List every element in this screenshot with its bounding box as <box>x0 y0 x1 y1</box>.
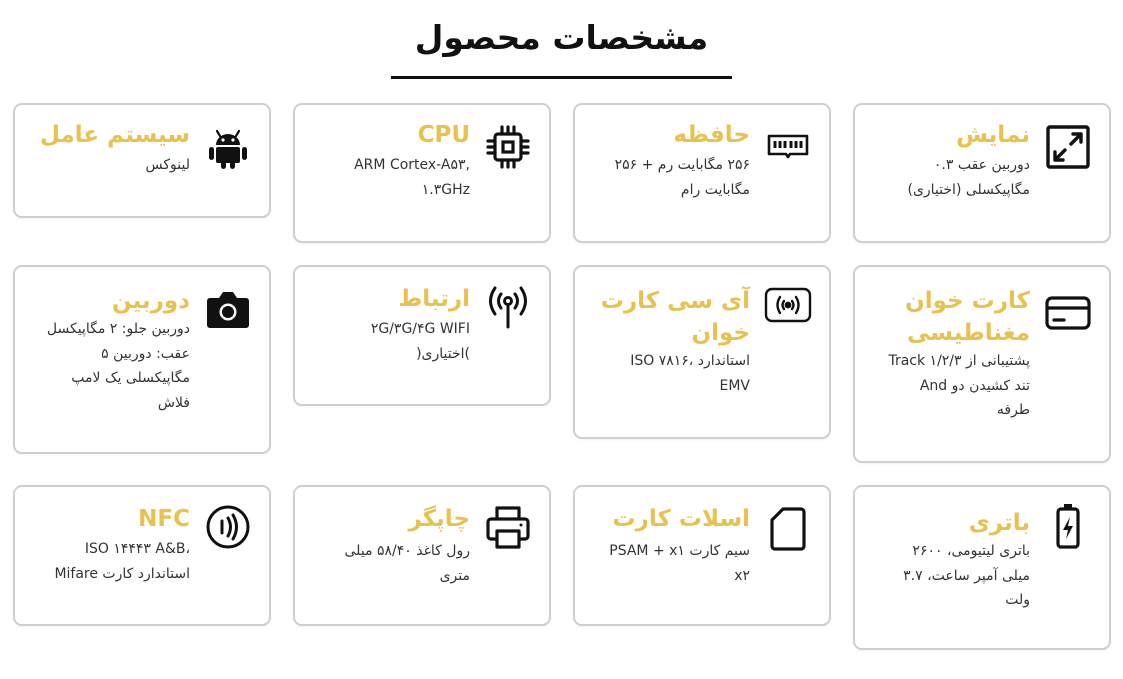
cpu-icon <box>484 123 532 171</box>
nfc-icon <box>204 503 252 551</box>
expand-icon <box>1044 123 1092 171</box>
spec-card-magnetic-card-reader <box>853 265 1111 463</box>
spec-card-title: کارت خوان مغناطیسی <box>905 288 1030 346</box>
spec-card-display <box>853 103 1111 243</box>
contactless-icon <box>764 281 812 329</box>
antenna-icon <box>484 283 532 331</box>
spec-card-printer <box>293 485 551 626</box>
spec-card-title: دوربین <box>111 288 190 314</box>
spec-card-description: لینوکس <box>145 157 190 173</box>
spec-card-description: پشتیبانی از Track ۱/۲/۳ And تند کشیدن دو طرفه <box>888 353 1030 418</box>
spec-card-camera <box>13 265 271 454</box>
spec-card-title: ارتباط <box>398 286 470 312</box>
memory-icon <box>764 123 812 171</box>
spec-card-description: سیم کارت PSAM + x۱ x۲ <box>609 543 750 584</box>
sim-card-icon <box>764 505 812 553</box>
spec-card-title: اسلات کارت <box>612 506 750 532</box>
spec-card-description: رول کاغذ ۵۸/۴۰ میلی متری <box>344 543 470 584</box>
spec-card-memory <box>573 103 831 243</box>
spec-card-description: دوربین جلو: ۲ مگاپیکسل عقب: دوربین ۵ مگاپیکسلی یک لامپ فلاش <box>46 321 190 411</box>
spec-card-title: آی سی کارت خوان <box>600 288 750 346</box>
spec-card-cpu <box>293 103 551 243</box>
spec-card-battery <box>853 485 1111 650</box>
spec-card-title: NFC <box>138 506 190 532</box>
spec-card-description: ISO ۱۴۴۴۳ A&B، استاندارد کارت Mifare <box>54 541 190 582</box>
spec-card-description: ۲۵۶ مگابایت رم + ۲۵۶ مگابایت رام <box>614 157 750 198</box>
credit-card-icon <box>1044 289 1092 337</box>
battery-icon <box>1044 501 1092 549</box>
spec-card-title: چاپگر <box>408 506 470 532</box>
spec-card-ic-card-reader <box>573 265 831 439</box>
spec-card-connectivity <box>293 265 551 406</box>
android-icon <box>204 123 252 171</box>
spec-card-os <box>13 103 271 218</box>
camera-icon <box>204 285 252 333</box>
printer-icon <box>484 503 532 551</box>
page-title: مشخصات محصول <box>414 18 709 57</box>
spec-card-description: ARM Cortex-A۵۳, ۱.۳GHz <box>354 157 470 198</box>
spec-card-title: نمایش <box>956 122 1030 148</box>
spec-card-description: ۲G/۳G/۴G WIFI (اختیاری) <box>370 321 470 362</box>
spec-card-title: حافظه <box>673 122 750 148</box>
spec-card-description: ISO ۷۸۱۶، استاندارد EMV <box>630 353 750 394</box>
spec-card-title: باتری <box>968 510 1030 536</box>
title-underline <box>391 76 732 79</box>
spec-card-description: باتری لیتیومی، ۲۶۰۰ میلی آمپر ساعت، ۳.۷ ولت <box>903 543 1030 608</box>
spec-card-title: CPU <box>417 122 470 148</box>
spec-card-nfc <box>13 485 271 626</box>
spec-card-title: سیستم عامل <box>40 122 190 148</box>
spec-card-description: دوربین عقب ۰.۳ مگاپیکسلی (اختیاری) <box>907 157 1030 198</box>
spec-card-card-slot <box>573 485 831 626</box>
